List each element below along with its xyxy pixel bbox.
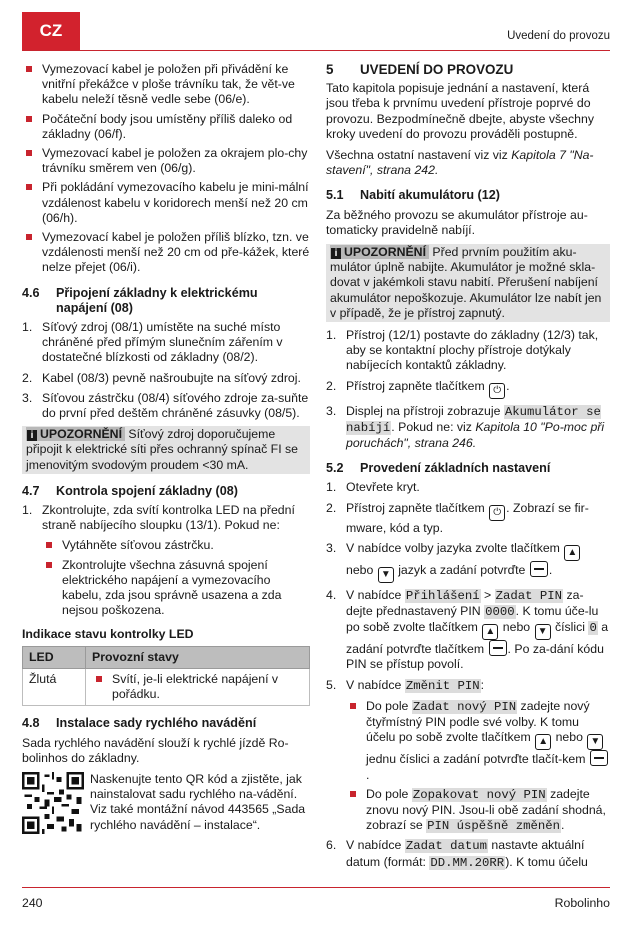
language-tab: CZ (22, 12, 80, 50)
section-title: UVEDENÍ DO PROVOZU (360, 62, 514, 77)
step-text: Síťový zdroj (08/1) umístěte na suché místo chráněné před přímým slunečním zářením v dostatečné blízkosti od základny (08/2). (42, 320, 283, 365)
table-cell: Žlutá (23, 668, 86, 705)
qr-block (22, 772, 310, 836)
note-label: i UPOZORNĚNÍ (330, 245, 429, 259)
note-box (326, 244, 610, 322)
step (22, 320, 310, 366)
arrow-down-key-icon: ▼ (587, 734, 603, 750)
step-number: 1. (326, 328, 337, 343)
led-table-heading: Indikace stavu kontrolky LED (22, 626, 194, 641)
note-label: i UPOZORNĚNÍ (26, 427, 125, 441)
info-icon: i (27, 430, 37, 441)
paragraph: Všechna ostatní nastavení viz viz Kapitola 7 "Na-stavení", strana 242. (326, 148, 594, 178)
step: 1. Přístroj (12/1) postavte do základny (12/3) tak, aby se kontaktní plochy přístroje dotýkaly nabíjecích kontaktů základny. (326, 328, 599, 373)
page-number: 240 (22, 896, 43, 910)
section-heading-5-2 (326, 461, 610, 476)
section-number: 5.2 (326, 461, 344, 476)
footer-rule (22, 887, 610, 888)
section-number: 5.1 (326, 188, 344, 203)
list-item: Vymezovací kabel je položen za okrajem plo-chy trávníku směrem ven (06/g). (22, 146, 310, 176)
cross-reference-link[interactable]: Kapitola 7 "Na-stavení", strana 242. (326, 148, 594, 178)
section-heading-4-8 (22, 716, 310, 731)
field-name: Zopakovat nový PIN (412, 787, 546, 802)
note-box (22, 426, 310, 474)
left-column (22, 62, 310, 836)
menu-path: Zadat datum (405, 839, 487, 854)
menu-path: Přihlášení (405, 588, 480, 603)
digit: 0 (589, 621, 597, 636)
section-title: Připojení základny k elektrickému napájení (08) (56, 285, 258, 315)
display-text: Akumulátor se nabíjí (346, 404, 601, 435)
table-cell (86, 668, 310, 705)
step-number: 1. (22, 503, 33, 518)
info-icon: i (331, 248, 341, 259)
step-text: Síťovou zástrčku (08/4) síťového zdroje za-suňte do první před deštěm chráněné zásuvky (08/5). (42, 390, 309, 421)
step (22, 503, 310, 533)
step-number: 1. (22, 320, 33, 335)
step-text: Zkontrolujte, zda svítí kontrolka LED na přední straně nabíjecího sloupku (13/1). Pokud ne: (42, 503, 295, 533)
list-item: Do pole Zopakovat nový PIN zadejte znovu nový PIN. Jsou-li obě zadání shodná, zobrazí se PIN úspěšně změněn. (346, 787, 610, 835)
display-text: PIN úspěšně změněn (427, 819, 560, 834)
qr-code (22, 772, 84, 834)
step-text: Kabel (08/3) pevně našroubujte na síťový zdroj. (42, 370, 301, 385)
section-header-title: Uvedení do provozu (507, 30, 610, 42)
section-title: Provedení základních nastavení (360, 461, 551, 476)
menu-path: Změnit PIN (405, 678, 480, 693)
section-number: 4.8 (22, 716, 40, 731)
step: 2. Přístroj zapněte tlačítkem ⏻ . Zobrazí se fir-mware, kód a typ. (326, 500, 589, 535)
led-status-table (22, 646, 310, 707)
step: 3. V nabídce volby jazyka zvolte tlačítkem ▲ nebo ▼ jazyk a zadání potvrďte . (326, 541, 610, 583)
list-item: Svítí, je-li elektrické napájení v pořádku. (92, 672, 303, 702)
step-number: 1. (326, 480, 337, 495)
power-button-icon: ⏻ (489, 383, 505, 399)
section-heading-4-6 (22, 286, 310, 316)
step (22, 371, 310, 386)
note-text: Síťový zdroj doporučujeme připojit k elektrické síti přes ochranný spínač FI se jmenovitým svodovým proudem <30 mA. (26, 427, 299, 472)
step-number: 2. (22, 370, 33, 385)
table-row (23, 668, 310, 705)
step-number: 2. (326, 378, 337, 393)
step-number: 4. (326, 587, 337, 602)
chapter-heading (326, 62, 610, 77)
section-heading-5-1 (326, 188, 610, 203)
step: 6. V nabídce Zadat datum nastavte aktuální datum (formát: DD.MM.20RR). K tomu účelu (326, 838, 588, 870)
ok-key-icon (590, 750, 608, 766)
field-name: Zadat nový PIN (412, 699, 517, 714)
ok-key-icon (530, 561, 548, 577)
section-title: Instalace sady rychlého navádění (56, 716, 257, 731)
step-number: 5. (326, 677, 337, 692)
section-number: 4.6 (22, 285, 40, 300)
arrow-down-key-icon: ▼ (535, 624, 551, 640)
list-item: Při pokládání vymezovacího kabelu je mini-mální vzdálenost kabelu v koridorech menší než 20 cm (06/h). (22, 180, 310, 226)
step-number: 2. (326, 500, 337, 515)
section-title: Kontrola spojení základny (08) (56, 483, 238, 498)
step-number: 3. (22, 390, 33, 405)
date-format: DD.MM.20RR (430, 855, 505, 870)
step-number: 6. (326, 838, 337, 853)
section-number: 4.7 (22, 483, 40, 498)
note-text: Před prvním použitím aku-mulátor úplně nabijte. Akumulátor je možné skla-dovat v jakémkoli stavu nabití. Přerušení nabíjení akumulátor nepoškozuje. Akumulátor lze nabít jen v případě, že je přístroj zapnutý. (330, 245, 602, 320)
header-rule (22, 50, 610, 51)
step: 5. V nabídce Změnit PIN: (326, 677, 485, 693)
list-item: Vymezovací kabel je položen příliš blízko, tzn. ve vzdálenosti menší než 20 cm od pře-kážek, které nelze přejet (06/i). (22, 230, 310, 276)
list-item: Počáteční body jsou umístěny příliš daleko od základny (06/f). (22, 112, 310, 142)
table-header: Provozní stavy (86, 646, 310, 668)
list-item: Zkontrolujte všechna zásuvná spojení elektrického napájení a vymezovacího kabelu, zda jsou správně usazena a zda nejsou poškozena. (42, 558, 310, 619)
arrow-down-key-icon: ▼ (378, 567, 394, 583)
table-header: LED (23, 646, 86, 668)
section-heading-4-7 (22, 484, 310, 499)
arrow-up-key-icon: ▲ (482, 624, 498, 640)
product-name: Robolinho (554, 896, 610, 910)
list-item: Do pole Zadat nový PIN zadejte nový čtyřmístný PIN podle své volby. K tomu účelu po sobě zvolte tlačítkem ▲ nebo ▼ jednu číslici a zadání potvrďte tlačít-kem . (346, 699, 610, 783)
step-number: 3. (326, 540, 337, 555)
step: 1. Otevřete kryt. (326, 480, 420, 495)
list-item: Vymezovací kabel je položen při přivádění ke vnitřní překážce v ploše trávníku tak, že vět-ve kabelu neleží těsně vedle sebe (06/e). (22, 62, 310, 108)
paragraph: Za běžného provozu se akumulátor přístroje au-tomaticky pravidelně nabíjí. (326, 207, 588, 237)
list-item: Vytáhněte síťovou zástrčku. (42, 538, 310, 553)
step: 4. V nabídce Přihlášení > Zadat PIN za-dejte přednastavený PIN 0000. K tomu úče-lu po sobě zvolte tlačítkem ▲ nebo ▼ číslici 0 a zadání potvrďte tlačítkem . Po za-dání kódu PIN se přístup povolí. (326, 587, 609, 672)
section-title: Nabití akumulátoru (12) (360, 188, 500, 203)
section-number: 5 (326, 62, 334, 77)
step: 3. Displej na přístroji zobrazuje Akumulátor se nabíjí. Pokud ne: viz Kapitola 10 "Po-moc při poruchách", strana 246. (326, 403, 605, 451)
cross-reference-link[interactable]: Kapitola 10 "Po-moc při poruchách", strana 246. (346, 419, 605, 451)
arrow-up-key-icon: ▲ (535, 734, 551, 750)
default-pin: 0000 (485, 605, 515, 620)
arrow-up-key-icon: ▲ (564, 545, 580, 561)
ok-key-icon (489, 640, 507, 656)
right-column (326, 62, 610, 876)
paragraph: Tato kapitola popisuje jednání a nastavení, která jsou třeba k prvnímu uvedení přístroje poprvé do provozu. Bezpodmínečně dbejte, abyste všechny kroky uvedení do provozu prováděli postupně. (326, 81, 594, 141)
paragraph: Sada rychlého navádění slouží k rychlé jízdě Ro-bolinhos do základny. (22, 735, 289, 765)
qr-description: Naskenujte tento QR kód a zjistěte, jak nainstalovat sadu rychlého na-vádění. Viz také montážní návod 443565 „Sada rychlého navádění – instalace“. (90, 771, 306, 832)
menu-path: Zadat PIN (495, 588, 563, 603)
step-number: 3. (326, 403, 337, 418)
power-button-icon: ⏻ (489, 505, 505, 521)
step: 2. Přístroj zapněte tlačítkem ⏻ . (326, 379, 610, 399)
step (22, 391, 310, 421)
